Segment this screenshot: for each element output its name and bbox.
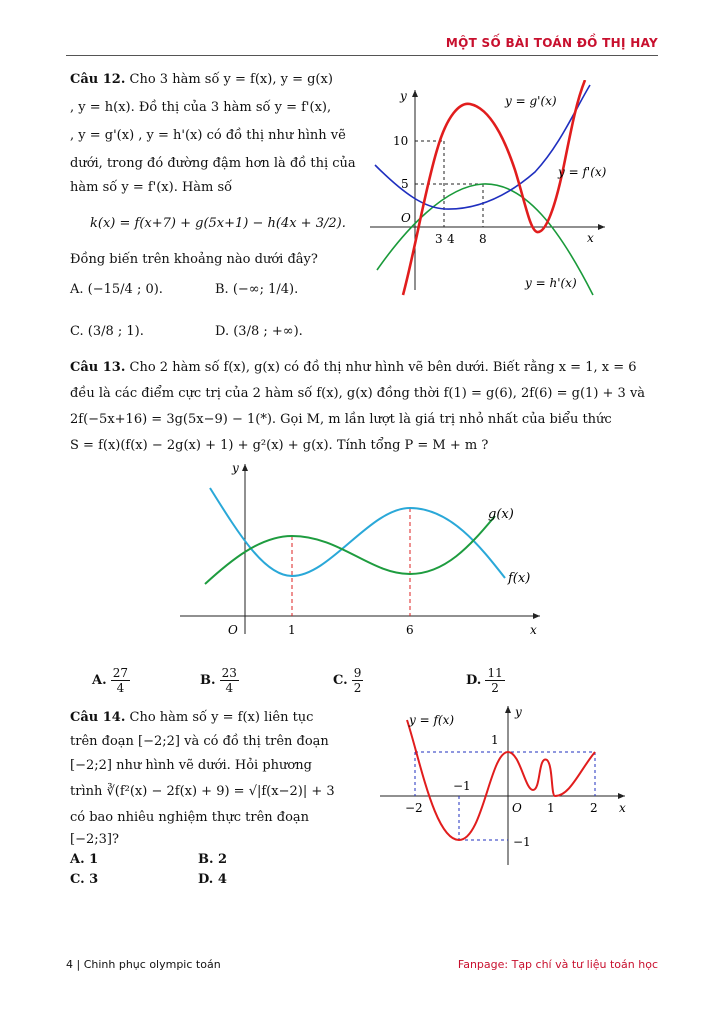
q14-x-arrow-icon (618, 793, 625, 799)
q14-text-6: [−2;3]? (70, 832, 119, 847)
q14-text-2: trên đoạn [−2;2] và có đồ thị trên đoạn (70, 734, 329, 749)
q14-origin-label: O (512, 801, 522, 815)
q14-text-1: Cho hàm số y = f(x) liên tục (129, 710, 314, 725)
q13-a-numerator: 27 (112, 666, 129, 680)
q14-tick-x2: 2 (590, 801, 598, 815)
q13-a-denominator: 4 (116, 681, 125, 695)
q13-option-c[interactable] (333, 666, 363, 695)
q14-label-f: y = f(x) (409, 713, 455, 727)
q13-tick-1: 1 (288, 623, 296, 637)
q13-option-a[interactable] (92, 666, 130, 695)
q13-y-label: y (232, 461, 239, 475)
q12-option-d[interactable]: D. (3/8 ; +∞). (215, 324, 303, 339)
q12-x-label: x (587, 231, 594, 245)
q12-label: Câu 12. (70, 72, 126, 87)
q14-y-label: y (515, 705, 522, 719)
q13-b-denominator: 4 (225, 681, 234, 695)
q14-tick-xm1: −1 (453, 779, 471, 793)
q14-option-d[interactable]: D. 4 (198, 872, 227, 887)
q14-text-5: có bao nhiêu nghiệm thực trên đoạn (70, 810, 310, 825)
q13-option-b-fraction (220, 666, 239, 695)
q13-option-d-fraction (485, 666, 504, 695)
q14-tick-ym1: −1 (513, 835, 531, 849)
q12-text-1: Cho 3 hàm số y = f(x), y = g(x) (129, 72, 333, 87)
q13-option-a-letter: A. (92, 673, 107, 688)
q13-b-numerator: 23 (221, 666, 237, 680)
q12-text-5: hàm số y = f'(x). Hàm số (70, 180, 233, 195)
q13-x-label: x (530, 623, 537, 637)
q12-x-arrow-icon (598, 224, 605, 230)
q12-tick-5: 5 (401, 177, 409, 191)
q13-text-4: S = f(x)(f(x) − 2g(x) + 1) + g²(x) + g(x). Tính tổng P = M + m ? (70, 438, 489, 453)
q13-option-c-fraction (352, 666, 364, 695)
q12-graph (365, 80, 625, 300)
q12-option-b[interactable]: B. (−∞; 1/4). (215, 282, 299, 297)
q14-graph (375, 700, 635, 870)
q12-label-f-prime: y = f'(x) (558, 165, 607, 179)
q14-option-b[interactable]: B. 2 (198, 852, 228, 867)
q12-label-h-prime: y = h'(x) (525, 276, 577, 290)
footer-page-info: 4 | Chinh phục olympic toán (66, 958, 221, 971)
q13-label-f: f(x) (508, 571, 531, 586)
q14-f-curve (407, 720, 595, 840)
q13-label-g: g(x) (488, 507, 514, 522)
q13-text-1: Cho 2 hàm số f(x), g(x) có đồ thị như hình vẽ bên dưới. Biết rằng x = 1, x = 6 (129, 360, 637, 375)
q12-text-2: , y = h(x). Đồ thị của 3 hàm số y = f'(x), (70, 100, 332, 115)
q12-origin-label: O (401, 211, 411, 225)
q12-label-g-prime: y = g'(x) (505, 94, 557, 108)
q13-origin-label: O (228, 623, 238, 637)
q12-text-4: dưới, trong đó đường đậm hơn là đồ thị của (70, 156, 356, 171)
q13-option-d[interactable] (466, 666, 505, 695)
q14-tick-x1: 1 (547, 801, 555, 815)
q14-x-label: x (619, 801, 626, 815)
q13-g-curve (205, 516, 495, 584)
q13-d-numerator: 11 (487, 666, 503, 680)
q12-tick-8: 8 (479, 232, 487, 246)
footer-fanpage: Fanpage: Tạp chí và tư liệu toán học (457, 958, 658, 971)
q14-option-c[interactable]: C. 3 (70, 872, 99, 887)
q14-tick-y1: 1 (491, 733, 499, 747)
q13-f-curve (210, 488, 505, 578)
q13-c-denominator: 2 (353, 681, 362, 695)
q12-formula: k(x) = f(x+7) + g(5x+1) − h(4x + 3/2). (90, 216, 346, 231)
q13-option-a-fraction (111, 666, 130, 695)
q13-line-1 (70, 356, 636, 380)
q13-option-d-letter: D. (466, 673, 482, 688)
q12-tick-4: 4 (447, 232, 455, 246)
header-rule (66, 55, 658, 56)
q12-y-label: y (400, 89, 407, 103)
q14-label: Câu 14. (70, 710, 126, 725)
q12-tick-3: 3 (435, 232, 443, 246)
q12-line-1 (70, 68, 333, 92)
q12-text-3: , y = g'(x) , y = h'(x) có đồ thị như hình vẽ (70, 128, 346, 143)
q12-option-a[interactable]: A. (−15/4 ; 0). (70, 282, 163, 297)
q13-graph (170, 456, 550, 646)
q12-question: Đồng biến trên khoảng nào dưới đây? (70, 252, 318, 267)
q13-tick-6: 6 (406, 623, 414, 637)
q14-tick-xm2: −2 (405, 801, 423, 815)
q12-option-c[interactable]: C. (3/8 ; 1). (70, 324, 144, 339)
q13-y-arrow-icon (242, 464, 248, 471)
q13-x-arrow-icon (533, 613, 540, 619)
q13-option-c-letter: C. (333, 673, 348, 688)
q14-line-1 (70, 706, 313, 730)
q13-label: Câu 13. (70, 360, 126, 375)
q13-d-denominator: 2 (491, 681, 499, 695)
q12-y-arrow-icon (412, 90, 418, 97)
q13-c-numerator: 9 (353, 666, 362, 680)
q13-option-b[interactable] (200, 666, 239, 695)
q13-option-b-letter: B. (200, 673, 216, 688)
q13-text-2: đều là các điểm cực trị của 2 hàm số f(x), g(x) đồng thời f(1) = g(6), 2f(6) = g(1) + 3 và (70, 386, 646, 401)
q14-text-4: trình ∛(f²(x) − 2f(x) + 9) = √|f(x−2)| + 3 (70, 784, 335, 799)
q14-text-3: [−2;2] như hình vẽ dưới. Hỏi phương (70, 758, 312, 773)
q14-option-a[interactable]: A. 1 (70, 852, 99, 867)
q12-f-prime-curve (403, 80, 585, 295)
q14-y-arrow-icon (505, 706, 511, 713)
page-header-title: MỘT SỐ BÀI TOÁN ĐỒ THỊ HAY (445, 36, 658, 50)
q13-text-3: 2f(−5x+16) = 3g(5x−9) − 1(*). Gọi M, m lần lượt là giá trị nhỏ nhất của biểu thức (70, 412, 612, 427)
q12-tick-10: 10 (393, 134, 409, 148)
